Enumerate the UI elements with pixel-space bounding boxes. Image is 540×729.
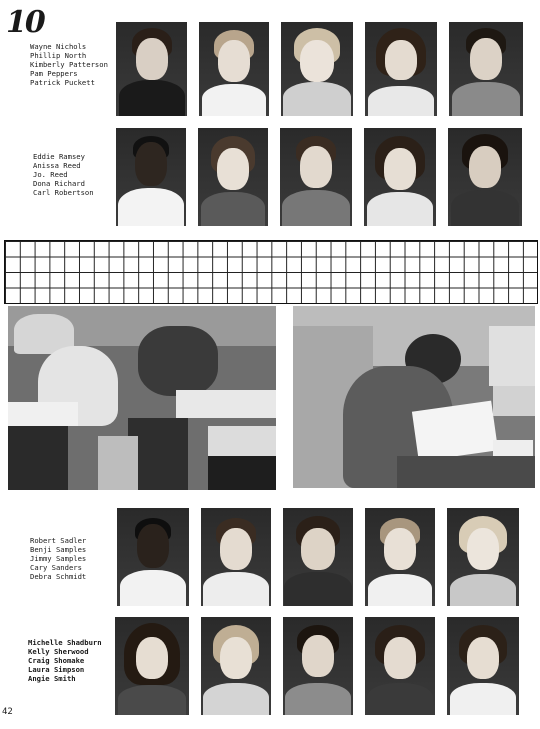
student-portrait xyxy=(364,128,436,226)
student-portrait xyxy=(449,22,523,116)
student-name: Eddie Ramsey xyxy=(33,152,85,161)
student-portrait xyxy=(283,617,353,715)
portrait-row-4 xyxy=(115,617,519,715)
student-portrait xyxy=(115,617,189,715)
portrait-row-1 xyxy=(116,22,523,116)
student-name: Phillip North xyxy=(30,51,87,60)
student-name: Michelle Shadburn xyxy=(28,638,102,647)
student-name: Laura Simpson xyxy=(28,665,85,674)
student-name: Kelly Sherwood xyxy=(28,647,89,656)
portrait-row-2 xyxy=(116,128,522,226)
student-portrait xyxy=(117,508,189,606)
student-portrait xyxy=(201,617,271,715)
portrait-row-3 xyxy=(117,508,519,606)
student-portrait xyxy=(281,22,353,116)
student-portrait xyxy=(365,617,435,715)
student-portrait xyxy=(448,128,522,226)
student-portrait xyxy=(283,508,353,606)
student-portrait xyxy=(447,617,519,715)
student-portrait xyxy=(116,128,186,226)
grade-number: 10 xyxy=(6,5,44,40)
student-name: Jo. Reed xyxy=(33,170,68,179)
student-name: Patrick Puckett xyxy=(30,78,95,87)
student-name: Angie Smith xyxy=(28,674,76,683)
student-name: Benji Samples xyxy=(30,545,87,554)
name-list-3 xyxy=(30,536,86,581)
student-portrait xyxy=(447,508,519,606)
student-name: Pam Peppers xyxy=(30,69,78,78)
student-name: Robert Sadler xyxy=(30,536,87,545)
student-name: Debra Schmidt xyxy=(30,572,87,581)
page-number: 42 xyxy=(2,707,13,717)
name-list-2 xyxy=(33,152,94,197)
student-portrait xyxy=(280,128,352,226)
student-name: Dona Richard xyxy=(33,179,85,188)
student-name: Kimberly Patterson xyxy=(30,60,108,69)
student-name: Wayne Nichols xyxy=(30,42,87,51)
grid-band xyxy=(4,240,538,304)
student-portrait xyxy=(365,508,435,606)
candid-student-writing-photo xyxy=(293,306,535,488)
name-list-4 xyxy=(28,638,102,683)
candid-classroom-photo xyxy=(8,306,276,490)
student-portrait xyxy=(365,22,437,116)
student-name: Craig Shomake xyxy=(28,656,85,665)
student-name: Cary Sanders xyxy=(30,563,82,572)
student-name: Jimmy Samples xyxy=(30,554,87,563)
student-portrait xyxy=(198,128,268,226)
name-list-1 xyxy=(30,42,108,87)
student-portrait xyxy=(201,508,271,606)
student-portrait xyxy=(199,22,269,116)
student-name: Carl Robertson xyxy=(33,188,94,197)
student-portrait xyxy=(116,22,187,116)
student-name: Anissa Reed xyxy=(33,161,81,170)
